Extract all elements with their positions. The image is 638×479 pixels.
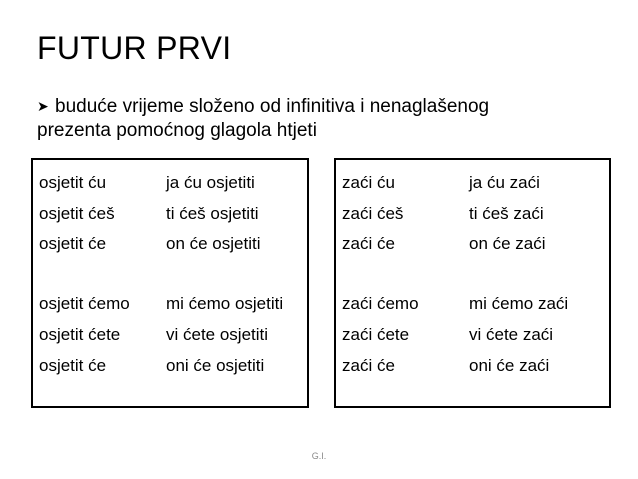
short-form: osjetit će xyxy=(39,356,107,375)
short-form: zaći će xyxy=(342,234,395,253)
short-form: zaći ću xyxy=(342,173,395,192)
footer-initials: G.I. xyxy=(311,451,327,461)
short-form: osjetit ću xyxy=(39,173,107,192)
conjugation-box-osjetiti xyxy=(31,158,309,408)
short-form: osjetit ćeš xyxy=(39,204,115,223)
short-form: zaći ćeš xyxy=(342,204,404,223)
short-form: osjetit će xyxy=(39,234,107,253)
slide-title: FUTUR PRVI xyxy=(37,30,232,66)
arrow-bullet-icon: ➤ xyxy=(37,98,49,114)
full-form: ja ću zaći xyxy=(469,173,540,192)
short-form: zaći ćemo xyxy=(342,294,419,313)
full-form: ja ću osjetiti xyxy=(166,173,255,192)
short-form: zaći ćete xyxy=(342,325,410,344)
full-form: ti ćeš zaći xyxy=(469,204,544,223)
full-form: mi ćemo zaći xyxy=(469,294,569,313)
bullet-text-2: prezenta pomoćnog glagola htjeti xyxy=(37,120,317,141)
full-form: on će zaći xyxy=(469,234,546,253)
conjugation-box-zaci xyxy=(334,158,611,408)
short-form: zaći će xyxy=(342,356,395,375)
bullet-text-1: buduće vrijeme složeno od infinitiva i nenaglašenog xyxy=(55,96,490,117)
bullet-line-1 xyxy=(37,94,627,119)
bullet-point xyxy=(37,94,627,143)
full-form: oni će osjetiti xyxy=(166,356,265,375)
full-form: on će osjetiti xyxy=(166,234,261,253)
full-form: ti ćeš osjetiti xyxy=(166,204,259,223)
full-form: vi ćete osjetiti xyxy=(166,325,269,344)
full-form: oni će zaći xyxy=(469,356,550,375)
short-form: osjetit ćemo xyxy=(39,294,130,313)
full-form: mi ćemo osjetiti xyxy=(166,294,284,313)
full-form: vi ćete zaći xyxy=(469,325,554,344)
short-form: osjetit ćete xyxy=(39,325,121,344)
